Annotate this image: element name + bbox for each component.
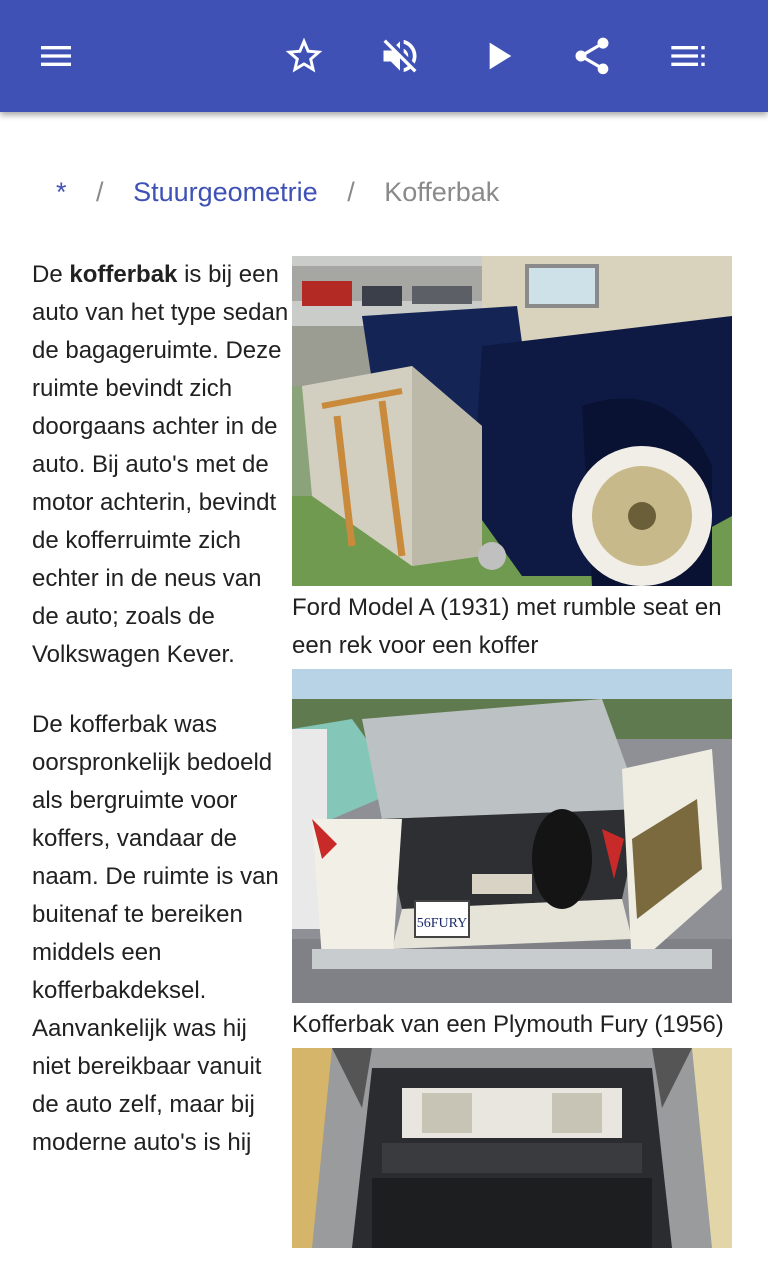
playlist-icon[interactable] <box>660 28 716 84</box>
ford-model-a-image[interactable] <box>292 256 732 586</box>
figure-column <box>292 256 732 1248</box>
breadcrumb-separator: / <box>347 177 355 208</box>
breadcrumb-separator: / <box>96 177 104 208</box>
figure-plymouth-fury <box>292 669 732 1048</box>
paragraph-text: De <box>32 261 70 288</box>
app-bar <box>0 0 768 112</box>
article-paragraph: De kofferbak was oorspronkelijk bedoeld als bergruimte voor koffers, vandaar de naam. De ruimte is van buitenaf te bereiken middels een kofferbakdeksel. Aanvankelijk was hij niet bereikbaar vanuit de auto zelf, maar bij moderne auto's is hij <box>32 711 279 1156</box>
breadcrumb-parent-link[interactable]: Stuurgeometrie <box>133 177 318 208</box>
modern-trunk-image[interactable] <box>292 1048 732 1248</box>
plymouth-fury-image[interactable] <box>292 669 732 1003</box>
figure-modern-trunk <box>292 1048 732 1248</box>
share-icon[interactable] <box>564 28 620 84</box>
article-body <box>32 256 732 1248</box>
paragraph-text: is bij een auto van het type sedan de bagageruimte. Deze ruimte bevindt zich doorgaans achter in de auto. Bij auto's met de motor achterin, bevindt de kofferruimte zich echter in de neus van de auto; zoals de Volkswagen Kever. <box>32 261 289 668</box>
play-icon[interactable] <box>470 28 526 84</box>
figure-caption: Kofferbak van een Plymouth Fury (1956) <box>292 1011 724 1038</box>
breadcrumb-root-link[interactable]: * <box>56 177 67 208</box>
volume-off-icon[interactable] <box>372 28 428 84</box>
menu-icon[interactable] <box>28 28 84 84</box>
paragraph-bold-term: kofferbak <box>69 261 178 288</box>
figure-ford-model-a <box>292 256 732 669</box>
figure-caption: Ford Model A (1931) met rumble seat en een rek voor een koffer <box>292 594 722 659</box>
license-plate-text: 56FURY <box>416 916 468 931</box>
breadcrumb-current: Kofferbak <box>384 177 500 208</box>
breadcrumb <box>56 176 499 208</box>
star-outline-icon[interactable] <box>276 28 332 84</box>
